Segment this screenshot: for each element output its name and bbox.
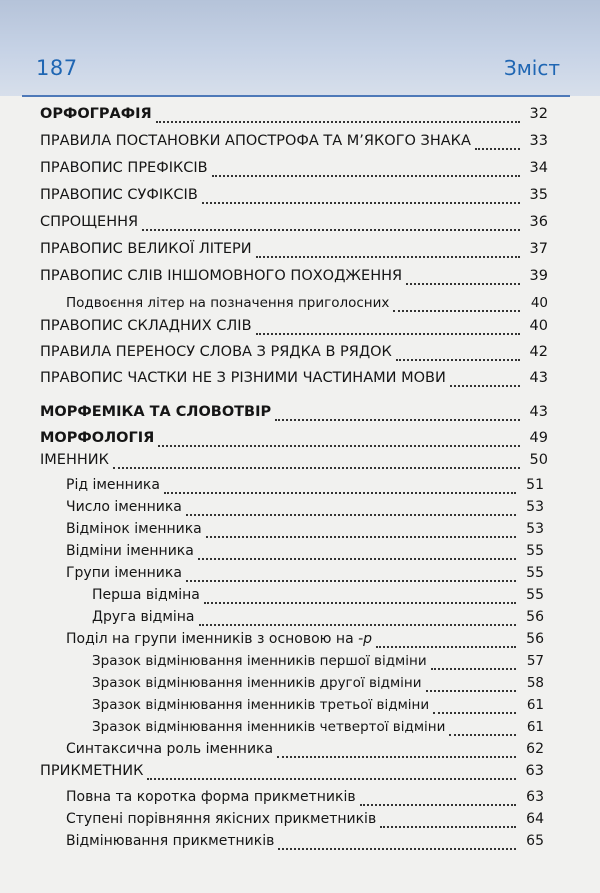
- toc-entry-page: 36: [529, 214, 548, 230]
- toc-entry-label: Синтаксична роль іменника: [66, 741, 274, 757]
- toc-entry-page: 63: [526, 789, 544, 805]
- toc-entry-label-text: Поділ на групи іменників з основою на: [66, 631, 359, 647]
- toc-entry: [40, 241, 548, 263]
- leader-dots: [156, 121, 520, 123]
- leader-dots: [158, 445, 520, 447]
- toc-entry: [66, 543, 544, 565]
- toc-entry-page: 42: [529, 344, 548, 360]
- toc-entry-label: Зразок відмінювання іменників четвертої відміни: [92, 719, 446, 735]
- toc-entry-page: 61: [526, 697, 544, 713]
- leader-dots: [433, 712, 516, 714]
- toc-entry: [66, 521, 544, 543]
- toc-entry-label: Відміни іменника: [66, 543, 194, 559]
- toc-entry: [92, 719, 544, 741]
- toc-entry: [66, 741, 544, 763]
- toc-entry: [66, 295, 548, 317]
- toc-entry-page: 58: [526, 675, 544, 691]
- toc-entry: [40, 187, 548, 209]
- toc-entry: [40, 452, 548, 474]
- toc-entry-label: Рід іменника: [66, 477, 160, 493]
- toc-entry-label: Число іменника: [66, 499, 182, 515]
- toc-entry-label: МОРФОЛОГІЯ: [40, 430, 155, 446]
- toc-entry: [66, 789, 544, 811]
- toc-entry: [40, 214, 548, 236]
- leader-dots: [393, 310, 520, 312]
- leader-dots: [396, 359, 520, 361]
- toc-entry-page: 40: [530, 295, 548, 311]
- toc-entry: [92, 675, 544, 697]
- leader-dots: [431, 668, 516, 670]
- leader-dots: [202, 202, 520, 204]
- leader-dots: [406, 283, 520, 285]
- toc-entry-label: ПРАВОПИС ПРЕФІКСІВ: [40, 160, 208, 176]
- leader-dots: [199, 624, 517, 626]
- toc-entry: [40, 344, 548, 366]
- leader-dots: [277, 756, 516, 758]
- leader-dots: [380, 826, 516, 828]
- toc-entry-page: 55: [526, 565, 544, 581]
- toc-entry-label: ОРФОГРАФІЯ: [40, 106, 152, 122]
- toc-entry: [40, 404, 548, 426]
- toc-entry-label: ПРАВОПИС ЧАСТКИ НЕ З РІЗНИМИ ЧАСТИНАМИ МОВИ: [40, 370, 446, 386]
- leader-dots: [142, 229, 520, 231]
- leader-dots: [475, 148, 520, 150]
- toc-entry: [66, 499, 544, 521]
- toc-entry-page: 33: [529, 133, 548, 149]
- toc-entry-page: 32: [529, 106, 548, 122]
- toc-entry-page: 51: [526, 477, 544, 493]
- toc-entry-label: Зразок відмінювання іменників другої відміни: [92, 675, 422, 691]
- toc-entry-page: 65: [526, 833, 544, 849]
- toc-entry-label: ПРИКМЕТНИК: [40, 763, 144, 779]
- toc-entry-page: 43: [529, 370, 548, 386]
- leader-dots: [186, 580, 516, 582]
- toc-entry-page: 53: [526, 521, 544, 537]
- leader-dots: [450, 385, 520, 387]
- toc-entry-label: [66, 631, 372, 647]
- toc-entry-page: 50: [529, 452, 548, 468]
- leader-dots: [426, 690, 516, 692]
- toc-entry: [40, 370, 548, 392]
- leader-dots: [164, 492, 516, 494]
- leader-dots: [113, 467, 520, 469]
- toc-entry-page: 62: [526, 741, 544, 757]
- header-divider: [22, 95, 570, 97]
- toc-entry: [92, 653, 544, 675]
- toc-entry-label: Групи іменника: [66, 565, 182, 581]
- toc-entry: [66, 477, 544, 499]
- toc-entry: [40, 160, 548, 182]
- page-header-band: [0, 0, 600, 96]
- page-number: 187: [36, 56, 78, 80]
- toc-entry-label: Перша відміна: [92, 587, 200, 603]
- toc-entry: [40, 763, 544, 785]
- toc-entry: [66, 565, 544, 587]
- toc-entry-label: ПРАВОПИС СКЛАДНИХ СЛІВ: [40, 318, 252, 334]
- toc-entry: [40, 133, 548, 155]
- toc-entry-label: ПРАВОПИС ВЕЛИКОЇ ЛІТЕРИ: [40, 241, 252, 257]
- toc-entry-page: 63: [525, 763, 544, 779]
- toc-entry-label: Відмінювання прикметників: [66, 833, 275, 849]
- toc-entry-page: 56: [526, 609, 544, 625]
- leader-dots: [147, 778, 516, 780]
- leader-dots: [206, 536, 516, 538]
- toc-entry: [66, 811, 544, 833]
- toc-entry: [40, 318, 548, 340]
- toc-entry-page: 49: [529, 430, 548, 446]
- toc-entry-label: Повна та коротка форма прикметників: [66, 789, 356, 805]
- leader-dots: [256, 256, 520, 258]
- toc-entry-label: Зразок відмінювання іменників третьої відміни: [92, 697, 430, 713]
- leader-dots: [360, 804, 516, 806]
- leader-dots: [278, 848, 516, 850]
- section-title: Зміст: [503, 56, 560, 80]
- toc-entry-page: 40: [529, 318, 548, 334]
- toc-entry-label: Друга відміна: [92, 609, 195, 625]
- leader-dots: [186, 514, 516, 516]
- leader-dots: [275, 419, 520, 421]
- toc-entry-label: Відмінок іменника: [66, 521, 202, 537]
- toc-entry-label: ПРАВОПИС СЛІВ ІНШОМОВНОГО ПОХОДЖЕННЯ: [40, 268, 403, 284]
- toc-entry-page: 53: [526, 499, 544, 515]
- toc-entry: [92, 697, 544, 719]
- leader-dots: [256, 333, 520, 335]
- toc-entry-label: СПРОЩЕННЯ: [40, 214, 139, 230]
- leader-dots: [198, 558, 516, 560]
- toc-entry: [92, 587, 544, 609]
- toc-entry-label-suffix: -р: [358, 631, 373, 647]
- toc-entry-page: 39: [529, 268, 548, 284]
- toc-entry-label: ПРАВИЛА ПОСТАНОВКИ АПОСТРОФА ТА М’ЯКОГО ЗНАКА: [40, 133, 471, 149]
- leader-dots: [376, 646, 516, 648]
- leader-dots: [204, 602, 516, 604]
- toc-entry-label: МОРФЕМІКА ТА СЛОВОТВІР: [40, 404, 272, 420]
- toc-entry-label: ПРАВИЛА ПЕРЕНОСУ СЛОВА З РЯДКА В РЯДОК: [40, 344, 392, 360]
- toc-entry-page: 61: [526, 719, 544, 735]
- toc-entry-page: 56: [526, 631, 544, 647]
- toc-entry-label: Подвоєння літер на позначення приголосних: [66, 295, 390, 311]
- toc-entry-page: 35: [529, 187, 548, 203]
- toc-entry-page: 64: [526, 811, 544, 827]
- toc-entry: [40, 106, 548, 128]
- toc-entry: [66, 833, 544, 855]
- toc-entry-page: 37: [529, 241, 548, 257]
- toc-entry-page: 34: [529, 160, 548, 176]
- toc-entry-label: ПРАВОПИС СУФІКСІВ: [40, 187, 198, 203]
- toc-entry-label: Зразок відмінювання іменників першої відміни: [92, 653, 427, 669]
- leader-dots: [212, 175, 520, 177]
- toc-entry-page: 55: [526, 587, 544, 603]
- toc-entry-page: 43: [529, 404, 548, 420]
- toc-entry: [40, 268, 548, 290]
- toc-entry-label: Ступені порівняння якісних прикметників: [66, 811, 377, 827]
- toc-entry-page: 55: [526, 543, 544, 559]
- toc-entry-label: ІМЕННИК: [40, 452, 109, 468]
- toc-entry-page: 57: [526, 653, 544, 669]
- leader-dots: [449, 734, 516, 736]
- toc-entry: [40, 430, 548, 452]
- toc-entry: [92, 609, 544, 631]
- toc-entry: [66, 631, 544, 653]
